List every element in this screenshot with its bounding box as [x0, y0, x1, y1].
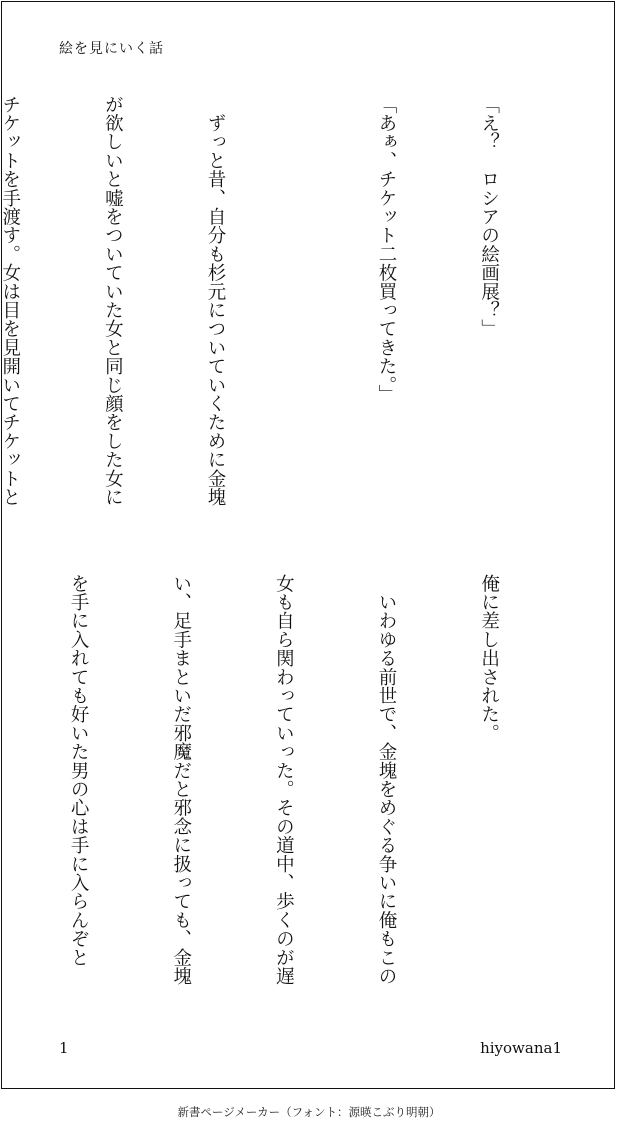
- text-block-lower: [0, 574, 574, 1004]
- text-block-upper: [0, 95, 574, 525]
- text-line: を手に入れても好いた男の心は手に入らんぞと: [68, 574, 90, 967]
- text-line: いわゆる前世で、金塊をめぐる争いに俺もこの: [375, 574, 397, 986]
- text-line: チケットを手渡す。女は目を見開いてチケットと: [0, 95, 21, 507]
- text-line: ずっと昔、自分も杉元についていくために金塊: [204, 95, 226, 507]
- text-line: 俺に差し出された。: [478, 574, 500, 743]
- text-line: 「え？ ロシアの絵画展？」: [478, 95, 500, 339]
- page-title: 絵を見にいく話: [59, 41, 164, 57]
- book-page: [1, 1, 615, 1089]
- footer-credit: 新書ページメーカー（フォント：源暎こぶり明朝）: [177, 1105, 441, 1119]
- text-line: 「あぁ、チケット二枚買ってきた。」: [375, 95, 397, 404]
- text-line: い、足手まといだ邪魔だと邪念に扱っても、金塊: [170, 574, 192, 986]
- page-number: 1: [59, 1039, 69, 1057]
- text-line: が欲しいと嘘をついていた女と同じ顔をした女に: [102, 95, 124, 507]
- author-name: hiyowana1: [480, 1039, 562, 1057]
- text-line: 女も自ら関わっていった。その道中、歩くのが遅: [273, 574, 295, 986]
